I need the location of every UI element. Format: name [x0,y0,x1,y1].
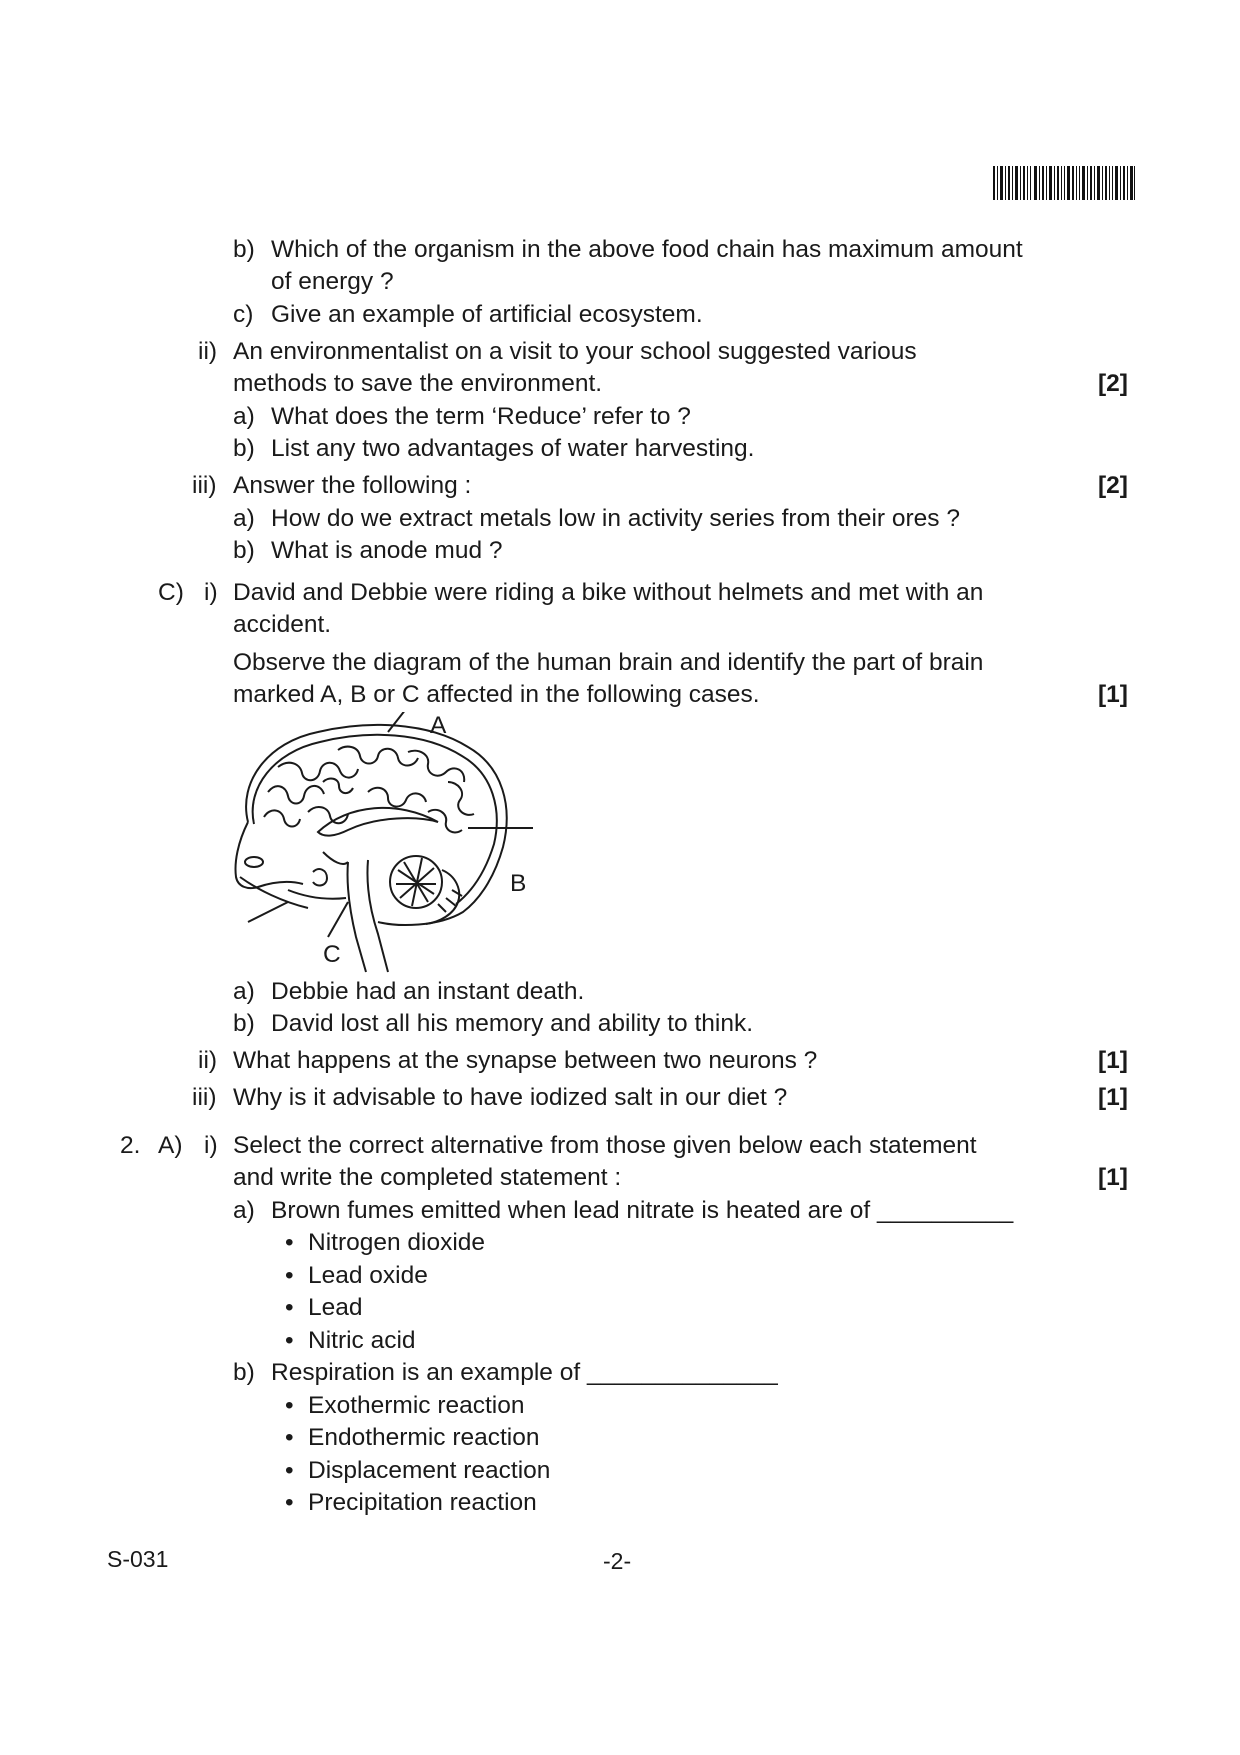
q1-C-i-b-text: David lost all his memory and ability to think. [271,1010,754,1037]
q2-a-option-1: Nitrogen dioxide [308,1229,486,1256]
q1-ii-line2: methods to save the environment. [233,370,603,397]
q1-ii-a-label: a) [233,403,255,430]
q1-C-i-line2: accident. [233,611,332,638]
bullet: • [285,1294,294,1321]
barcode-icon [993,166,1135,200]
bullet: • [285,1392,294,1419]
q1-iii-a-label: a) [233,505,255,532]
q2-b-option-1: Exothermic reaction [308,1392,525,1419]
q1-iii-a-text: How do we extract metals low in activity series from their ores ? [271,505,960,532]
q1-C-iii-marks: [1] [1098,1084,1128,1111]
q1-b-label: b) [233,236,255,263]
q2-A-i-line2: and write the completed statement : [233,1164,622,1191]
q2-A-i-label: i) [204,1132,218,1159]
q1-ii-a-text: What does the term ‘Reduce’ refer to ? [271,403,691,430]
q1-iii-marks: [2] [1098,472,1128,499]
q1-c-label: c) [233,301,254,328]
q2-b-option-2: Endothermic reaction [308,1424,540,1451]
q1-iii-text: Answer the following : [233,472,472,499]
bullet: • [285,1457,294,1484]
q2-A-label: A) [158,1132,183,1159]
q2-A-i-line1: Select the correct alternative from those given below each statement [233,1132,977,1159]
q1-iii-label: iii) [192,472,217,499]
q1-C-i-a-label: a) [233,978,255,1005]
brain-label-c: C [323,941,341,968]
q1-C-ii-marks: [1] [1098,1047,1128,1074]
q2-a-option-4: Nitric acid [308,1327,416,1354]
q1-ii-marks: [2] [1098,370,1128,397]
q1-ii-b-label: b) [233,435,255,462]
q1-b-text-line2: of energy ? [271,268,394,295]
q2-a-text: Brown fumes emitted when lead nitrate is heated are of __________ [271,1197,1014,1224]
q2-b-option-4: Precipitation reaction [308,1489,537,1516]
q1-C-i-label: i) [204,579,218,606]
q1-b-text-line1: Which of the organism in the above food chain has maximum amount [271,236,1023,263]
q2-a-option-2: Lead oxide [308,1262,428,1289]
q1-C-i-b-label: b) [233,1010,255,1037]
q1-C-ii-label: ii) [198,1047,218,1074]
q2-b-option-3: Displacement reaction [308,1457,551,1484]
brain-diagram [228,712,538,974]
q1-iii-b-text: What is anode mud ? [271,537,503,564]
page-number: -2- [603,1548,632,1574]
q1-c-text: Give an example of artificial ecosystem. [271,301,703,328]
q2-number: 2. [120,1132,141,1159]
q1-C-ii-text: What happens at the synapse between two neurons ? [233,1047,818,1074]
bullet: • [285,1424,294,1451]
q1-C-i-line4: marked A, B or C affected in the following cases. [233,681,760,708]
q1-ii-label: ii) [198,338,218,365]
bullet: • [285,1229,294,1256]
q2-a-option-3: Lead [308,1294,363,1321]
q1-C-i-a-text: Debbie had an instant death. [271,978,585,1005]
q1-C-iii-text: Why is it advisable to have iodized salt in our diet ? [233,1084,788,1111]
brain-label-b: B [510,870,527,897]
brain-label-a: A [430,712,447,739]
q1-C-i-line3: Observe the diagram of the human brain and identify the part of brain [233,649,984,676]
q1-C-i-marks: [1] [1098,681,1128,708]
paper-code: S-031 [107,1546,169,1572]
q2-b-label: b) [233,1359,255,1386]
q2-A-i-marks: [1] [1098,1164,1128,1191]
q1-C-label: C) [158,579,184,606]
q2-a-label: a) [233,1197,255,1224]
q1-C-i-line1: David and Debbie were riding a bike without helmets and met with an [233,579,984,606]
q1-iii-b-label: b) [233,537,255,564]
q1-C-iii-label: iii) [192,1084,217,1111]
bullet: • [285,1262,294,1289]
q1-ii-b-text: List any two advantages of water harvesting. [271,435,755,462]
bullet: • [285,1327,294,1354]
bullet: • [285,1489,294,1516]
q1-ii-line1: An environmentalist on a visit to your school suggested various [233,338,917,365]
q2-b-text: Respiration is an example of ______________ [271,1359,778,1386]
